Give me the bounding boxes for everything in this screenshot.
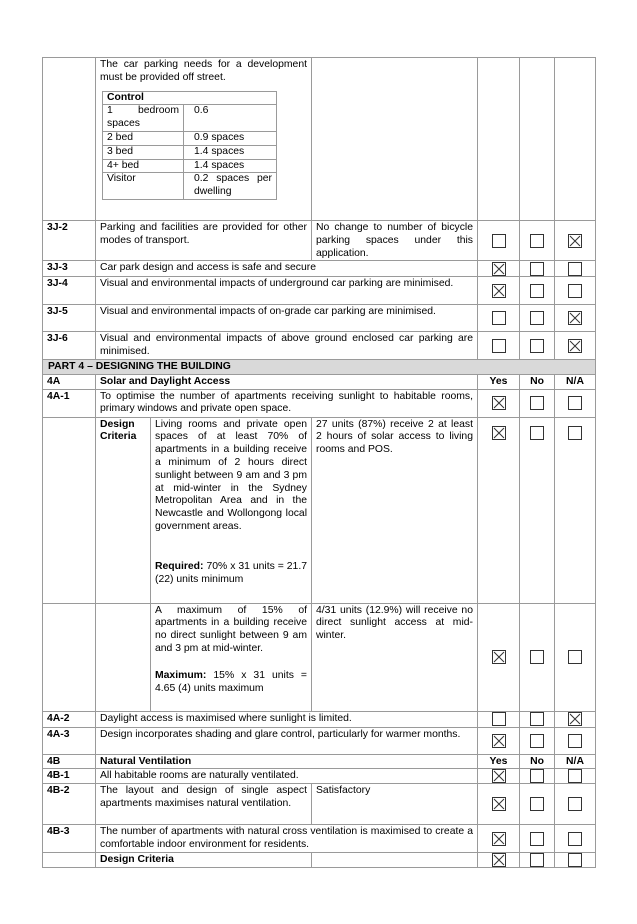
yes-checkbox[interactable] (492, 339, 506, 353)
no-checkbox[interactable] (530, 339, 544, 353)
criteria-cell: Car park design and access is safe and secure (96, 261, 478, 277)
na-checkbox[interactable] (568, 396, 582, 410)
control-label: 1 bedroom spaces (103, 105, 184, 132)
no-checkbox[interactable] (530, 769, 544, 783)
na-checkbox[interactable] (568, 832, 582, 846)
table-row (43, 305, 596, 332)
comment-cell (312, 852, 478, 867)
ref-cell: 4A-3 (43, 727, 96, 754)
ref-cell (43, 603, 96, 711)
criteria-cell: Visual and environmental impacts of on-grade car parking are minimised. (96, 305, 478, 332)
criteria-text: A maximum of 15% of apartments in a building receive no direct sunlight between 9 am and 3 pm at mid-winter. (155, 604, 307, 654)
yes-checkbox[interactable] (492, 234, 506, 248)
ref-cell: 4A-2 (43, 711, 96, 727)
criteria-cell (151, 603, 312, 711)
criteria-cell: Design incorporates shading and glare control, particularly for warmer months. (96, 727, 478, 754)
yes-checkbox[interactable] (492, 311, 506, 325)
table-row (43, 784, 596, 825)
na-checkbox[interactable] (568, 853, 582, 867)
design-criteria-row (43, 417, 596, 603)
ref-cell: 3J-6 (43, 332, 96, 360)
comment-cell: 27 units (87%) receive 2 at least 2 hours of solar access to living rooms and POS. (312, 417, 478, 603)
no-checkbox[interactable] (530, 284, 544, 298)
control-value: 0.2 spaces per dwelling (184, 173, 277, 200)
criteria-cell: The layout and design of single aspect apartments maximises natural ventilation. (96, 784, 312, 825)
control-header: Control (103, 91, 277, 105)
na-checkbox[interactable] (568, 426, 582, 440)
table-row (43, 852, 596, 867)
criteria-cell: Daylight access is maximised where sunlight is limited. (96, 711, 478, 727)
no-checkbox[interactable] (530, 396, 544, 410)
control-value: 1.4 spaces (184, 159, 277, 173)
criteria-text: Living rooms and private open spaces of at least 70% of apartments in a building receive a minimum of 2 hours direct sunlight between 9 am and 3 pm at mid-winter in the Sydney Metropolitan Area and in the Newcastle and Wollongong local government areas. (155, 418, 307, 532)
criteria-cell: Visual and environmental impacts of underground car parking are minimised. (96, 277, 478, 305)
table-row (43, 221, 596, 261)
ref-cell: 4B-2 (43, 784, 96, 825)
control-value: 0.6 (184, 105, 277, 132)
no-checkbox[interactable] (530, 797, 544, 811)
yes-checkbox[interactable] (492, 853, 506, 867)
design-criteria-row (43, 603, 596, 711)
na-checkbox[interactable] (568, 311, 582, 325)
ref-cell (43, 417, 96, 603)
ref-cell: 3J-2 (43, 221, 96, 261)
no-checkbox[interactable] (530, 832, 544, 846)
yes-checkbox[interactable] (492, 262, 506, 276)
section-heading-row (43, 754, 596, 769)
ref-cell: 3J-4 (43, 277, 96, 305)
section-ref: 4B (43, 754, 96, 769)
section-title: Natural Ventilation (96, 754, 478, 769)
na-header: N/A (555, 374, 596, 389)
ref-cell: 3J-5 (43, 305, 96, 332)
criteria-cell: To optimise the number of apartments receiving sunlight to habitable rooms, primary windows and private open space. (96, 389, 478, 417)
yes-cell (478, 58, 520, 221)
section-heading-row (43, 374, 596, 389)
criteria-cell (96, 58, 312, 221)
control-label: Visitor (103, 173, 184, 200)
comment-cell: Satisfactory (312, 784, 478, 825)
na-checkbox[interactable] (568, 234, 582, 248)
yes-checkbox[interactable] (492, 284, 506, 298)
part-title: PART 4 – DESIGNING THE BUILDING (43, 359, 596, 374)
no-checkbox[interactable] (530, 234, 544, 248)
yes-checkbox[interactable] (492, 426, 506, 440)
na-checkbox[interactable] (568, 339, 582, 353)
no-checkbox[interactable] (530, 853, 544, 867)
table-row (43, 769, 596, 784)
design-criteria-label: Design Criteria (96, 417, 151, 603)
no-header: No (520, 374, 555, 389)
no-checkbox[interactable] (530, 712, 544, 726)
no-checkbox[interactable] (530, 734, 544, 748)
maximum-text: 15% x 31 units = 4.65 (4) units maximum (155, 669, 307, 694)
table-row (43, 711, 596, 727)
section-title: Solar and Daylight Access (96, 374, 478, 389)
yes-checkbox[interactable] (492, 734, 506, 748)
required-label: Required: (155, 560, 204, 572)
table-row (43, 825, 596, 853)
na-checkbox[interactable] (568, 734, 582, 748)
na-cell (555, 58, 596, 221)
ref-cell: 4B-3 (43, 825, 96, 853)
compliance-table (42, 57, 596, 868)
na-checkbox[interactable] (568, 650, 582, 664)
no-checkbox[interactable] (530, 426, 544, 440)
ref-cell (43, 58, 96, 221)
table-row (43, 261, 596, 277)
yes-checkbox[interactable] (492, 712, 506, 726)
ref-cell: 4A-1 (43, 389, 96, 417)
control-label: 4+ bed (103, 159, 184, 173)
table-row (43, 389, 596, 417)
criteria-cell (151, 417, 312, 603)
yes-checkbox[interactable] (492, 797, 506, 811)
na-checkbox[interactable] (568, 712, 582, 726)
criteria-cell: Visual and environmental impacts of above ground enclosed car parking are minimised. (96, 332, 478, 360)
na-checkbox[interactable] (568, 284, 582, 298)
part-heading-row (43, 359, 596, 374)
comment-cell: No change to number of bicycle parking spaces under this application. (312, 221, 478, 261)
criteria-cell: The number of apartments with natural cross ventilation is maximised to create a comfortable indoor environment for residents. (96, 825, 478, 853)
design-criteria-label: Design Criteria (96, 852, 312, 867)
control-value: 1.4 spaces (184, 145, 277, 159)
intro-row (43, 58, 596, 221)
no-checkbox[interactable] (530, 650, 544, 664)
intro-text: The car parking needs for a development must be provided off street. (100, 59, 307, 83)
control-label: 3 bed (103, 145, 184, 159)
yes-header: Yes (478, 374, 520, 389)
table-row (43, 727, 596, 754)
yes-checkbox[interactable] (492, 650, 506, 664)
yes-header: Yes (478, 754, 520, 769)
section-ref: 4A (43, 374, 96, 389)
criteria-cell: All habitable rooms are naturally ventilated. (96, 769, 478, 784)
no-cell (520, 58, 555, 221)
no-checkbox[interactable] (530, 311, 544, 325)
required-text: 70% x 31 units = 21.7 (22) units minimum (155, 560, 307, 585)
na-checkbox[interactable] (568, 262, 582, 276)
ref-cell: 4B-1 (43, 769, 96, 784)
ref-cell: 3J-3 (43, 261, 96, 277)
ref-cell (43, 852, 96, 867)
no-checkbox[interactable] (530, 262, 544, 276)
control-table (102, 91, 277, 200)
label-cell (96, 603, 151, 711)
table-row (43, 332, 596, 360)
na-header: N/A (555, 754, 596, 769)
yes-checkbox[interactable] (492, 769, 506, 783)
table-row (43, 277, 596, 305)
na-checkbox[interactable] (568, 797, 582, 811)
yes-checkbox[interactable] (492, 396, 506, 410)
control-value: 0.9 spaces (184, 131, 277, 145)
na-checkbox[interactable] (568, 769, 582, 783)
no-header: No (520, 754, 555, 769)
yes-checkbox[interactable] (492, 832, 506, 846)
comment-cell (312, 58, 478, 221)
control-label: 2 bed (103, 131, 184, 145)
criteria-cell: Parking and facilities are provided for other modes of transport. (96, 221, 312, 261)
maximum-label: Maximum: (155, 669, 207, 681)
comment-cell: 4/31 units (12.9%) will receive no direct sunlight access at mid-winter. (312, 603, 478, 711)
